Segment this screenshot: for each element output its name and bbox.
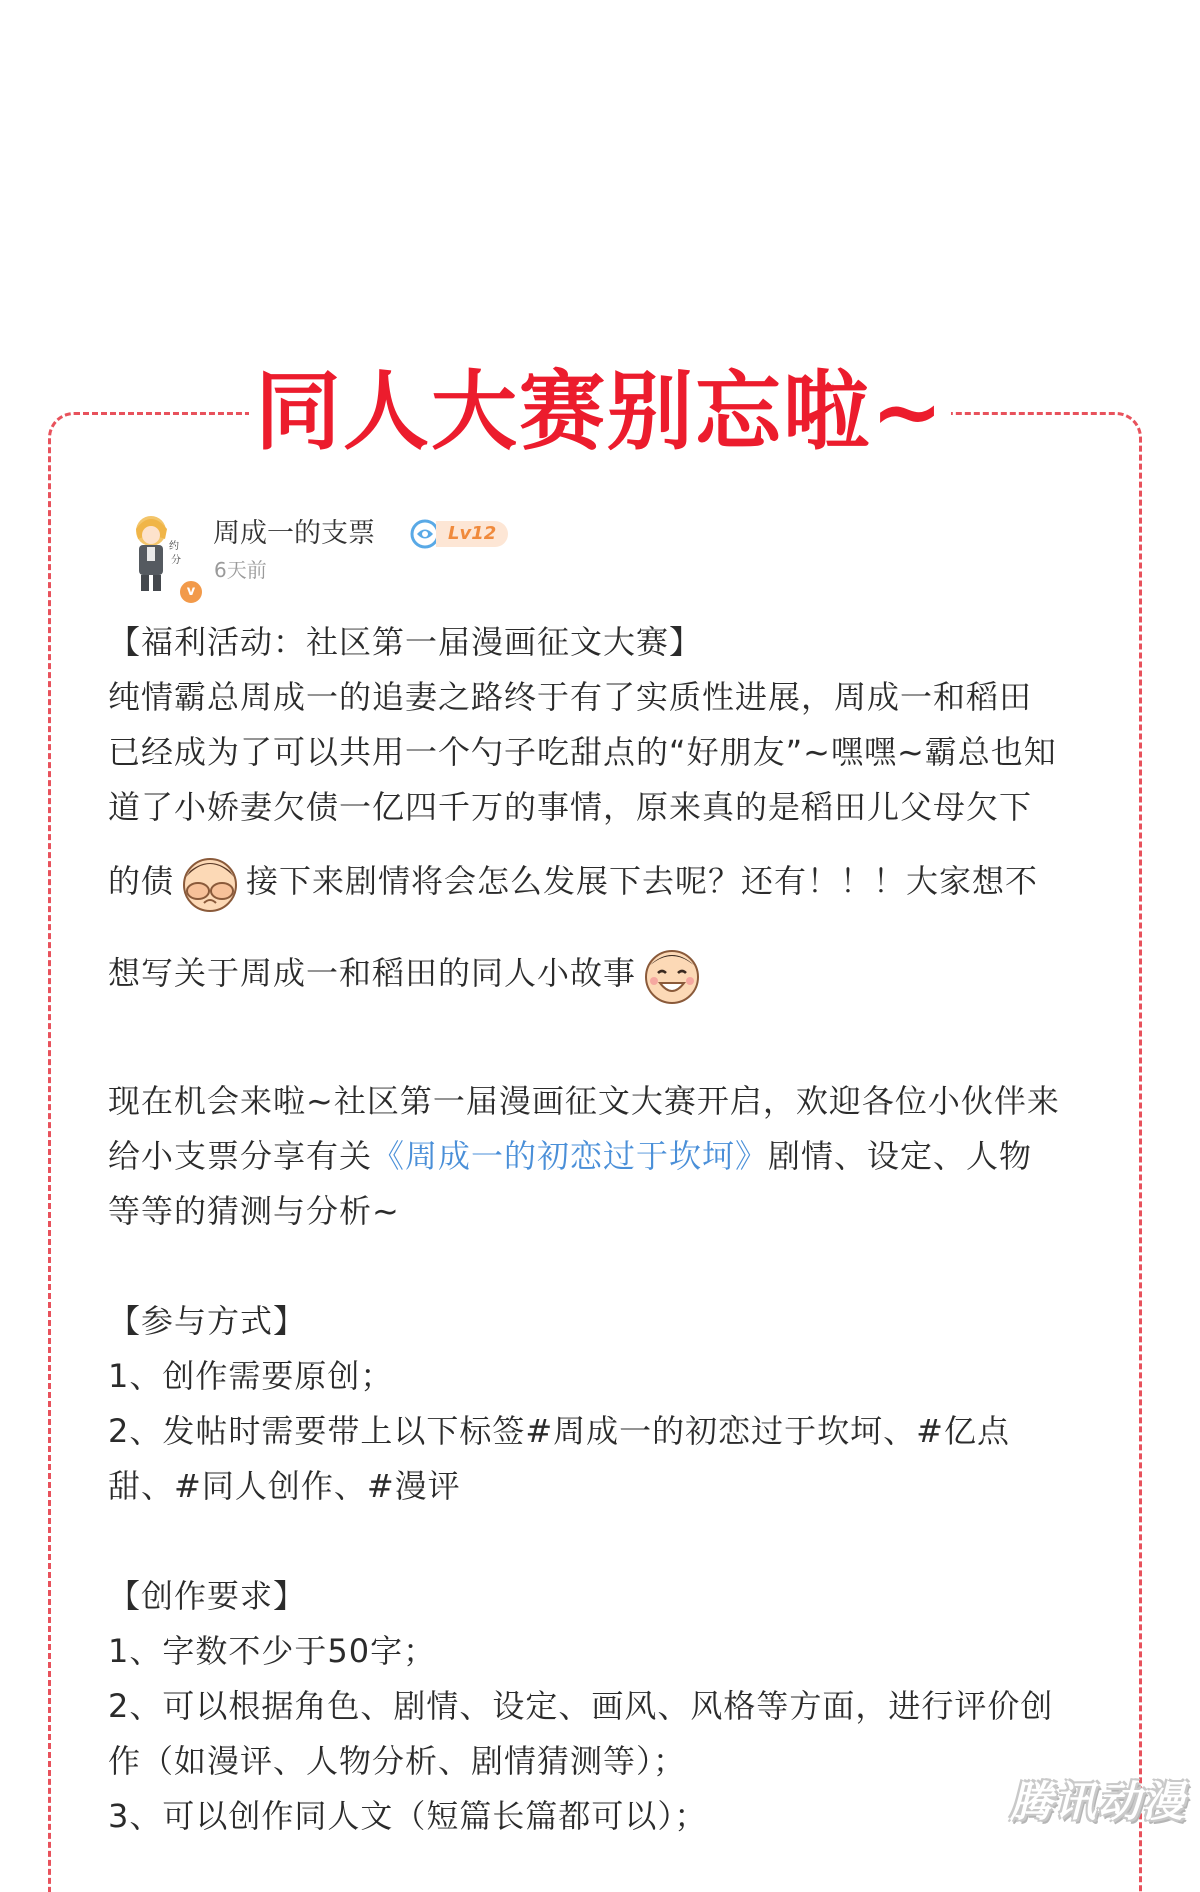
svg-text:约: 约 (169, 541, 179, 552)
verified-badge: v (178, 579, 204, 605)
svg-text:分: 分 (171, 555, 181, 566)
body-line: 2、可以根据角色、剧情、设定、画风、风格等方面，进行评价创 (108, 1687, 1054, 1725)
post (108, 505, 1118, 1844)
covering-face-emoji-icon (178, 851, 242, 915)
comic-title-link[interactable]: 《周成一的初恋过于坎坷》 (372, 1137, 769, 1175)
grinning-emoji-icon (640, 943, 704, 1007)
body-line: 3、可以创作同人文（短篇长篇都可以）； (108, 1797, 708, 1835)
body-line (108, 1129, 1118, 1184)
spacer (108, 1514, 1118, 1569)
section-heading: 【创作要求】 (108, 1577, 307, 1615)
spacer (108, 1239, 1118, 1294)
body-line (108, 927, 1118, 1019)
avatar[interactable] (123, 509, 196, 599)
body-text-segment: 接下来剧情将会怎么发展下去呢？还有！！！大家想不 (246, 862, 1039, 900)
section-heading: 【参与方式】 (108, 1302, 307, 1340)
body-line: 甜、#同人创作、#漫评 (108, 1467, 461, 1505)
body-line: 道了小娇妻欠债一亿四千万的事情，原来真的是稻田儿父母欠下 (108, 788, 1033, 826)
body-line: 【福利活动：社区第一届漫画征文大赛】 (108, 623, 703, 661)
body-line: 等等的猜测与分析~ (108, 1192, 400, 1230)
body-line: 已经成为了可以共用一个勺子吃甜点的“好朋友”~嘿嘿~霸总也知 (108, 733, 1057, 771)
author-name[interactable]: 周成一的支票 (213, 518, 375, 549)
post-timestamp: 6天前 (214, 558, 267, 582)
banner (0, 360, 1200, 464)
post-header (108, 505, 1118, 615)
watermark-logo: 腾讯动漫 (1009, 1777, 1186, 1826)
body-text-segment: 想写关于周成一和稻田的同人小故事 (108, 954, 637, 992)
body-line: 纯情霸总周成一的追妻之路终于有了实质性进展，周成一和稻田 (108, 678, 1033, 716)
body-text-segment: 的债 (108, 862, 175, 900)
body-line: 作（如漫评、人物分析、剧情猜测等）； (108, 1742, 687, 1780)
body-text-segment: 剧情、设定、人物 (768, 1137, 1033, 1175)
level-text: Lv12 (436, 521, 508, 547)
body-line: 1、字数不少于50字； (108, 1632, 437, 1670)
post-body (108, 615, 1118, 1844)
body-line: 现在机会来啦~社区第一届漫画征文大赛开启，欢迎各位小伙伴来 (108, 1082, 1060, 1120)
spacer (108, 1019, 1118, 1074)
body-line (108, 835, 1118, 927)
body-line: 2、发帖时需要带上以下标签#周成一的初恋过于坎坷、#亿点 (108, 1412, 1010, 1450)
body-text-segment: 给小支票分享有关 (108, 1137, 373, 1175)
banner-title: 同人大赛别忘啦~ (249, 360, 951, 464)
body-line: 1、创作需要原创； (108, 1357, 394, 1395)
level-badge (410, 517, 508, 551)
